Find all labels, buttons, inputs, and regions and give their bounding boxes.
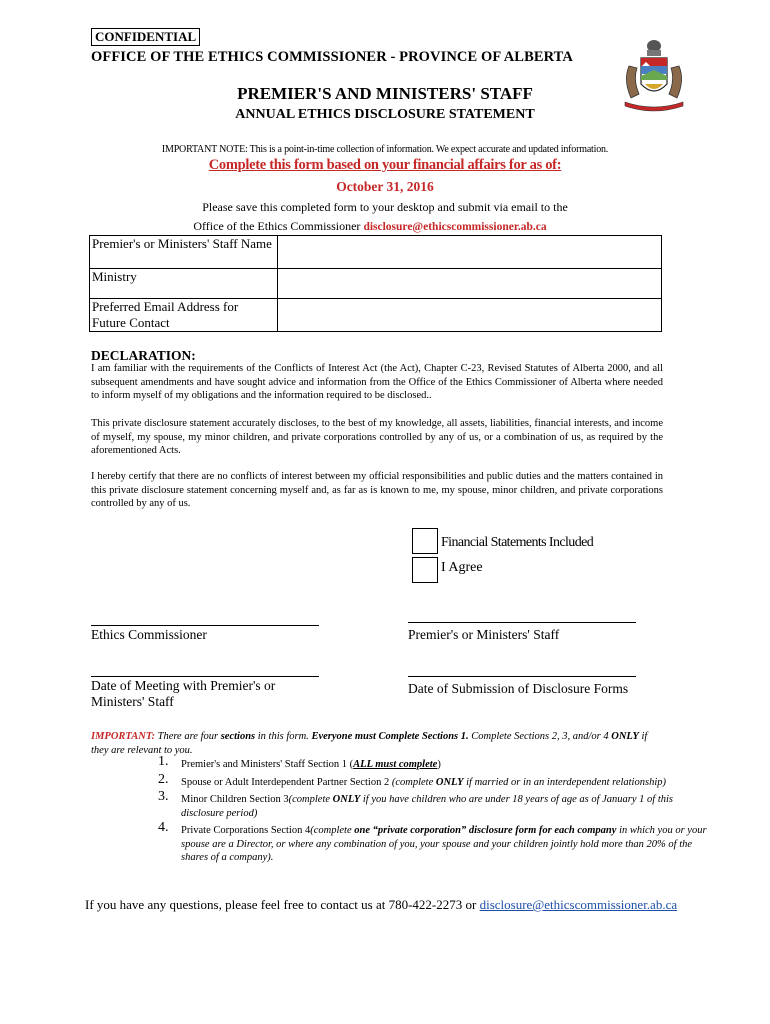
list-item (150, 820, 710, 865)
meeting-date-label: Date of Meeting with Premier's or Ministers' Staff (91, 678, 276, 709)
submission-email[interactable]: disclosure@ethicscommissioner.ab.ca (363, 221, 547, 233)
important-text: if they are relevant to you. (91, 731, 648, 756)
section-emphasis: if married or in an interdependent relationship) (463, 776, 666, 788)
important-text: sections (220, 731, 256, 742)
sections-list (150, 754, 710, 869)
i-agree-label: I Agree (441, 560, 483, 575)
submission-date-line[interactable] (408, 676, 636, 677)
ethics-commissioner-signature-line[interactable] (91, 625, 319, 626)
table-row (90, 299, 662, 332)
save-instruction-text: Office of the Ethics Commissioner (193, 219, 364, 233)
section-emphasis: ALL must complete (353, 759, 438, 770)
staff-signature-line[interactable] (408, 622, 636, 623)
section-text: Premier's and Ministers' Staff Section 1 ( (181, 759, 354, 770)
section-text: ) (437, 759, 441, 770)
alberta-coat-of-arms-icon (617, 36, 691, 116)
list-item (150, 754, 710, 772)
section-emphasis: ONLY (332, 794, 361, 805)
important-text: Everyone must Complete Sections 1. (311, 731, 469, 742)
table-row (90, 236, 662, 269)
section-emphasis: (complete (310, 825, 355, 836)
important-note: IMPORTANT NOTE: This is a point-in-time collection of information. We expect accurate and updated information. (161, 144, 609, 155)
section-emphasis: in which you or your spouse are a Director, or where any combination of you, your spouse and your children jointly hold more than 20% of the shares of a company). (181, 825, 707, 863)
submission-date-label: Date of Submission of Disclosure Forms (408, 681, 629, 696)
important-text: There are four (154, 731, 221, 742)
email-label: Preferred Email Address for Future Contact (90, 299, 278, 332)
contact-line (85, 897, 677, 913)
staff-info-table (89, 235, 662, 332)
section-emphasis: one “private corporation” disclosure form for each company (354, 825, 617, 836)
confidential-label: CONFIDENTIAL (91, 28, 200, 46)
declaration-heading: DECLARATION: (91, 348, 196, 363)
list-item (150, 771, 710, 790)
save-instruction-line2 (0, 219, 740, 234)
section-emphasis: (complete (391, 776, 436, 788)
complete-instruction: Complete this form based on your financial affairs for as of: (208, 157, 562, 173)
financial-statements-checkbox[interactable] (412, 528, 438, 554)
section-text: Minor Children Section 3 (181, 794, 289, 805)
section-emphasis: ONLY (435, 776, 464, 788)
as-of-date: October 31, 2016 (336, 179, 434, 194)
staff-signature-label: Premier's or Ministers' Staff (408, 627, 560, 642)
section-number: 2. (158, 771, 169, 787)
list-item (150, 789, 710, 820)
contact-text: If you have any questions, please feel free to contact us at 780-422-2273 or (85, 897, 480, 912)
staff-name-label: Premier's or Ministers' Staff Name (90, 236, 278, 269)
office-heading: OFFICE OF THE ETHICS COMMISSIONER - PROVINCE OF ALBERTA (91, 49, 573, 65)
financial-statements-label: Financial Statements Included (441, 535, 594, 550)
declaration-paragraph-2: This private disclosure statement accurately discloses, to the best of my knowledge, all assets, liabilities, financial interests, and income of myself, my spouse, my minor children, and private corporations controlled by any of us, or a combination of us, as required by the aforementioned Acts. (91, 418, 663, 456)
section-number: 3. (158, 789, 169, 804)
staff-name-field[interactable] (278, 236, 662, 269)
important-text: in this form. (255, 731, 312, 742)
ministry-label: Ministry (90, 269, 278, 299)
i-agree-checkbox[interactable] (412, 557, 438, 583)
important-instructions (91, 730, 666, 757)
contact-email-link[interactable]: disclosure@ethicscommissioner.ab.ca (479, 897, 678, 912)
section-number: 1. (158, 754, 169, 769)
important-label: IMPORTANT: (91, 731, 155, 742)
important-text: Complete Sections 2, 3, and/or 4 (468, 731, 612, 742)
save-instruction-line1: Please save this completed form to your desktop and submit via email to the (202, 200, 568, 214)
declaration-paragraph-3: I hereby certify that there are no conflicts of interest between my official responsibilities and public duties and the matters contained in this private disclosure statement concerning myself and, as far as is known to me, my spouse, minor children, and private corporations controlled by any of us. (91, 471, 663, 509)
declaration-paragraph-1: I am familiar with the requirements of the Conflicts of Interest Act (the Act), Chapter C-23, Revised Statutes of Alberta 2000, and all subsequent amendments and have sought advice and information from the Office of the Ethics Commissioner of Alberta where needed to inform myself of my obligations and the information required to be disclosed.. (91, 363, 663, 401)
section-text: Spouse or Adult Interdependent Partner Section 2 (181, 776, 392, 788)
form-title: PREMIER'S AND MINISTERS' STAFF (237, 84, 533, 103)
ministry-field[interactable] (278, 269, 662, 299)
important-text: ONLY (611, 731, 639, 742)
meeting-date-line[interactable] (91, 676, 319, 677)
section-number: 4. (158, 820, 169, 835)
section-emphasis: if you have children who are under 18 years of age as of January 1 of this disclosure period) (181, 794, 673, 819)
section-emphasis: (complete (288, 794, 333, 805)
email-field[interactable] (278, 299, 662, 332)
table-row (90, 269, 662, 299)
ethics-commissioner-label: Ethics Commissioner (91, 627, 207, 642)
form-subtitle: ANNUAL ETHICS DISCLOSURE STATEMENT (235, 107, 535, 122)
section-text: Private Corporations Section 4 (181, 825, 311, 836)
